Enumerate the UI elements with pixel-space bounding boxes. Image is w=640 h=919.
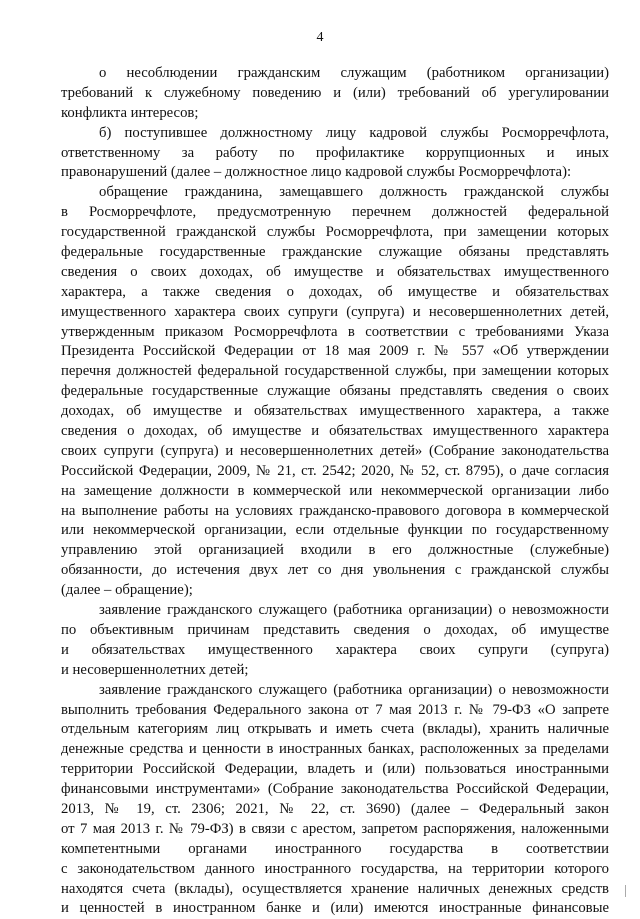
text-line: по объективным причинам представить сведения о доходах, об имуществе [61,621,609,638]
text-line: Президента Российской Федерации от 18 мая 2009 г. № 557 «Об утверждении [61,343,609,360]
paragraph-foreign-accounts [61,681,609,919]
paragraph-item-b [61,124,609,184]
text-line: доходах, об имуществе и обязательствах имущественного характера, а также [61,403,609,420]
text-line: характера, а также сведения о доходах, об имуществе и обязательствах [61,283,609,300]
text-line: денежные средства и ценности в иностранных банках, расположенных за пределами [61,741,609,758]
text-line: и обязательствах имущественного характера своих супруги (супруга) [61,641,609,658]
text-line: территории Российской Федерации, владеть и (или) пользоваться иностранными [61,761,609,778]
text-line: или некоммерческой организации, если отдельные функции по государственному [61,522,609,539]
text-line: утвержденным приказом Росморречфлота в соответствии с требованиями Указа [61,323,609,340]
paragraph-citizen-appeal [61,183,609,601]
text-line: (далее – обращение); [61,582,193,599]
text-line: б) поступившее должностному лицу кадровой службы Росморречфлота, [99,124,609,141]
text-line: финансовыми инструментами» (Собрание законодательства Российской Федерации, [61,781,609,798]
text-line: ответственному за работу по профилактике коррупционных и иных [61,144,609,161]
text-line: Российской Федерации, 2009, № 21, ст. 2542; 2020, № 52, ст. 8795), о даче согласия [61,462,609,479]
text-line: и ценностей в иностранном банке и (или) имеются иностранные финансовые [61,900,609,917]
text-line: правонарушений (далее – должностное лицо кадровой службы Росморречфлота): [61,164,572,181]
paragraph-income-statement [61,601,609,681]
text-line: заявление гражданского служащего (работника организации) о невозможности [99,602,609,619]
text-line: отдельным категориям лиц открывать и иметь счета (вклады), хранить наличные [61,721,609,738]
text-line: обращение гражданина, замещавшего должность гражданской службы [99,184,609,201]
text-line: находятся счета (вклады), осуществляется хранение наличных денежных средств [61,880,609,897]
text-line: компетентными органами иностранного государства в соответствии [61,840,609,857]
scan-edge-mark [615,885,626,897]
text-line: государственной гражданской службы Росморречфлота, при замещении которых [61,224,609,241]
text-line: конфликта интересов; [61,104,199,121]
paragraph-conflict-of-interest [61,64,609,124]
text-line: требований к служебному поведению и (или) требований об урегулировании [61,84,609,101]
text-line: 2013, № 19, ст. 2306; 2021, № 22, ст. 3690) (далее – Федеральный закон [61,800,609,817]
text-line: имущественного характера своих супруги (супруга) и несовершеннолетних детей, [61,303,609,320]
text-line: выполнить требования Федерального закона от 7 мая 2013 г. № 79-ФЗ «О запрете [61,701,609,718]
text-line: сведения о доходах, об имуществе и обязательствах имущественного характера [61,423,609,440]
text-line: на замещение должности в коммерческой или некоммерческой организации либо [61,482,609,499]
text-line: федеральные государственные гражданские служащие обязаны представлять [61,244,609,261]
document-body [61,64,609,919]
text-line: на выполнение работы на условиях гражданско-правового договора в коммерческой [61,502,609,519]
text-line: обязанности, до истечения двух лет со дня увольнения с гражданской службы [61,562,609,579]
page-number: 4 [316,30,324,45]
text-line: федеральные государственные служащие обязаны представлять сведения о своих [61,383,609,400]
text-line: в Росморречфлоте, предусмотренную перечнем должностей федеральной [61,204,609,221]
text-line: управлению этой организацией входили в его должностные (служебные) [61,542,609,559]
text-line: и несовершеннолетних детей; [61,661,249,678]
text-line: сведения о своих доходах, об имуществе и обязательствах имущественного [61,263,609,280]
text-line: от 7 мая 2013 г. № 79-ФЗ) в связи с арестом, запретом распоряжения, наложенными [61,820,609,837]
text-line: перечня должностей федеральной государственной службы, при замещении которых [61,363,609,380]
text-line: заявление гражданского служащего (работника организации) о невозможности [99,681,609,698]
text-line: о несоблюдении гражданским служащим (работником организации) [99,65,609,81]
text-line: с законодательством данного иностранного государства, на территории которого [61,860,609,877]
text-line: своих супруги (супруга) и несовершеннолетних детей» (Собрание законодательства [61,442,609,459]
